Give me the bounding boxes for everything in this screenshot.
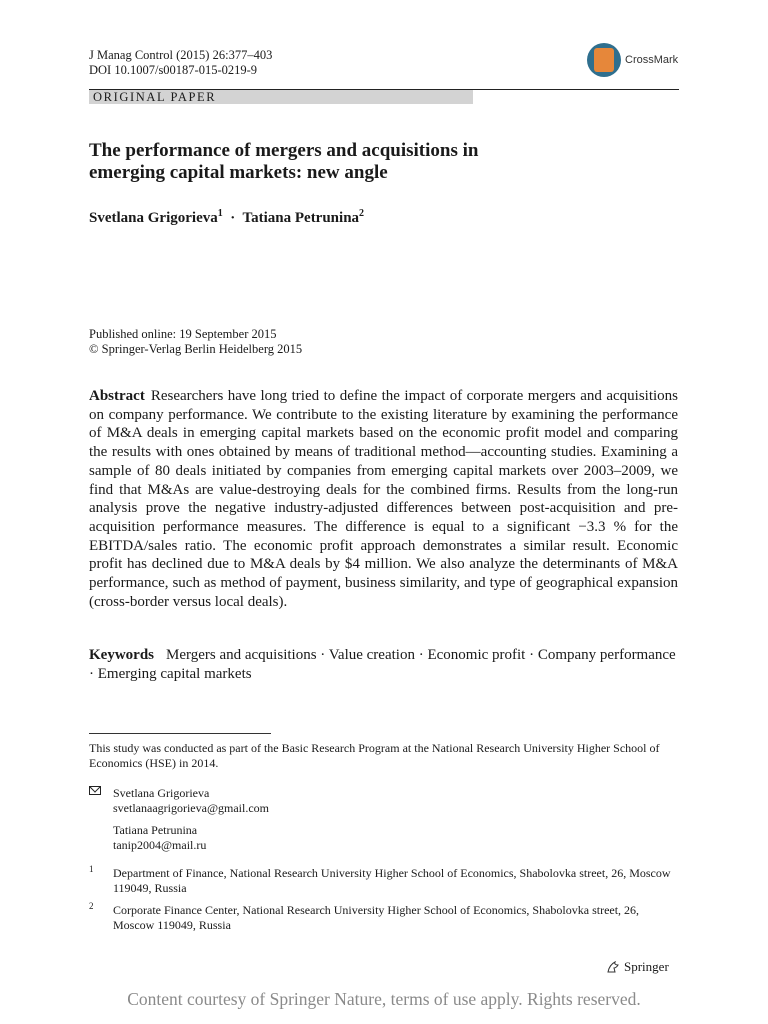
contact-email-1[interactable]: svetlanaagrigorieva@gmail.com (113, 801, 269, 815)
funding-note: This study was conducted as part of the Basic Research Program at the National Research University Higher School of Economics (HSE) in 2014. (89, 741, 660, 770)
section-label: ORIGINAL PAPER (93, 90, 217, 104)
affiliation-number: 1 (89, 864, 94, 874)
contact-email-2[interactable]: tanip2004@mail.ru (113, 838, 207, 852)
author-2-affiliation: 2 (359, 208, 365, 219)
crossmark-label: CrossMark (625, 54, 679, 66)
crossmark-icon (587, 43, 621, 77)
author-2[interactable]: Tatiana Petrunina (242, 210, 360, 226)
publisher-name: Springer (624, 959, 669, 974)
author-1-affiliation: 1 (217, 208, 223, 219)
contact-name-2: Tatiana Petrunina (113, 823, 198, 837)
envelope-icon (89, 786, 101, 795)
affiliation-number: 2 (89, 901, 94, 911)
author-separator: · (230, 210, 236, 226)
springer-logo (606, 959, 669, 975)
section-label-bar (89, 90, 473, 104)
keywords-text: Mergers and acquisitions · Value creation · Economic profit · Company performance · Emerging capital markets (89, 647, 676, 682)
affiliation-text: Department of Finance, National Research University Higher School of Economics, Shabolovka street, 26, Moscow 119049, Russia (113, 866, 671, 895)
paper-title (89, 140, 649, 184)
title-line-1: The performance of mergers and acquisitions in (89, 140, 479, 161)
abstract (89, 387, 678, 611)
contact-name-1: Svetlana Grigorieva (113, 786, 210, 800)
affiliation-text: Corporate Finance Center, National Research University Higher School of Economics, Shabolovka street, 26, Moscow 119049, Russia (113, 903, 640, 932)
footnote-rule (89, 733, 271, 734)
journal-citation: J Manag Control (2015) 26:377–403 (89, 48, 273, 62)
copyright: © Springer-Verlag Berlin Heidelberg 2015 (89, 342, 303, 356)
doi: DOI 10.1007/s00187-015-0219-9 (89, 63, 258, 77)
courtesy-notice: Content courtesy of Springer Nature, terms of use apply. Rights reserved. (127, 989, 641, 1009)
keywords (89, 646, 678, 684)
published-date: Published online: 19 September 2015 (89, 327, 277, 341)
keywords-label: Keywords (89, 647, 154, 663)
abstract-text: Researchers have long tried to define the impact of corporate mergers and acquisitions on company performance. We contribute to the existing literature by examining the performance of M&A deals in emerging capital markets based on the economic profit model and comparing the results with ones obtained by means of traditional method—accounting studies. Examining a sample of 80 deals initiated by companies from emerging capital markets over 2003–2009, we find that M&As are value-destroying deals for the combined firms. Results from the long-run analysis prove the negative industry-adjusted differences between post-acquisition and pre-acquisition performance measures. The difference is equal to a significant −3.3 % for the EBITDA/sales ratio. The economic profit approach demonstrates a similar result. Economic profit has declined due to M&A deals by $4 million. We also analyze the determinants of M&A performance, such as method of payment, business similarity, and type of geographical expansion (cross-border versus local deals). (89, 388, 678, 610)
title-line-2: emerging capital markets: new angle (89, 162, 388, 183)
springer-horse-icon (606, 960, 620, 974)
crossmark-badge[interactable] (587, 43, 678, 77)
author-1[interactable]: Svetlana Grigorieva (89, 210, 218, 226)
author-list (89, 208, 364, 227)
abstract-label: Abstract (89, 388, 145, 404)
